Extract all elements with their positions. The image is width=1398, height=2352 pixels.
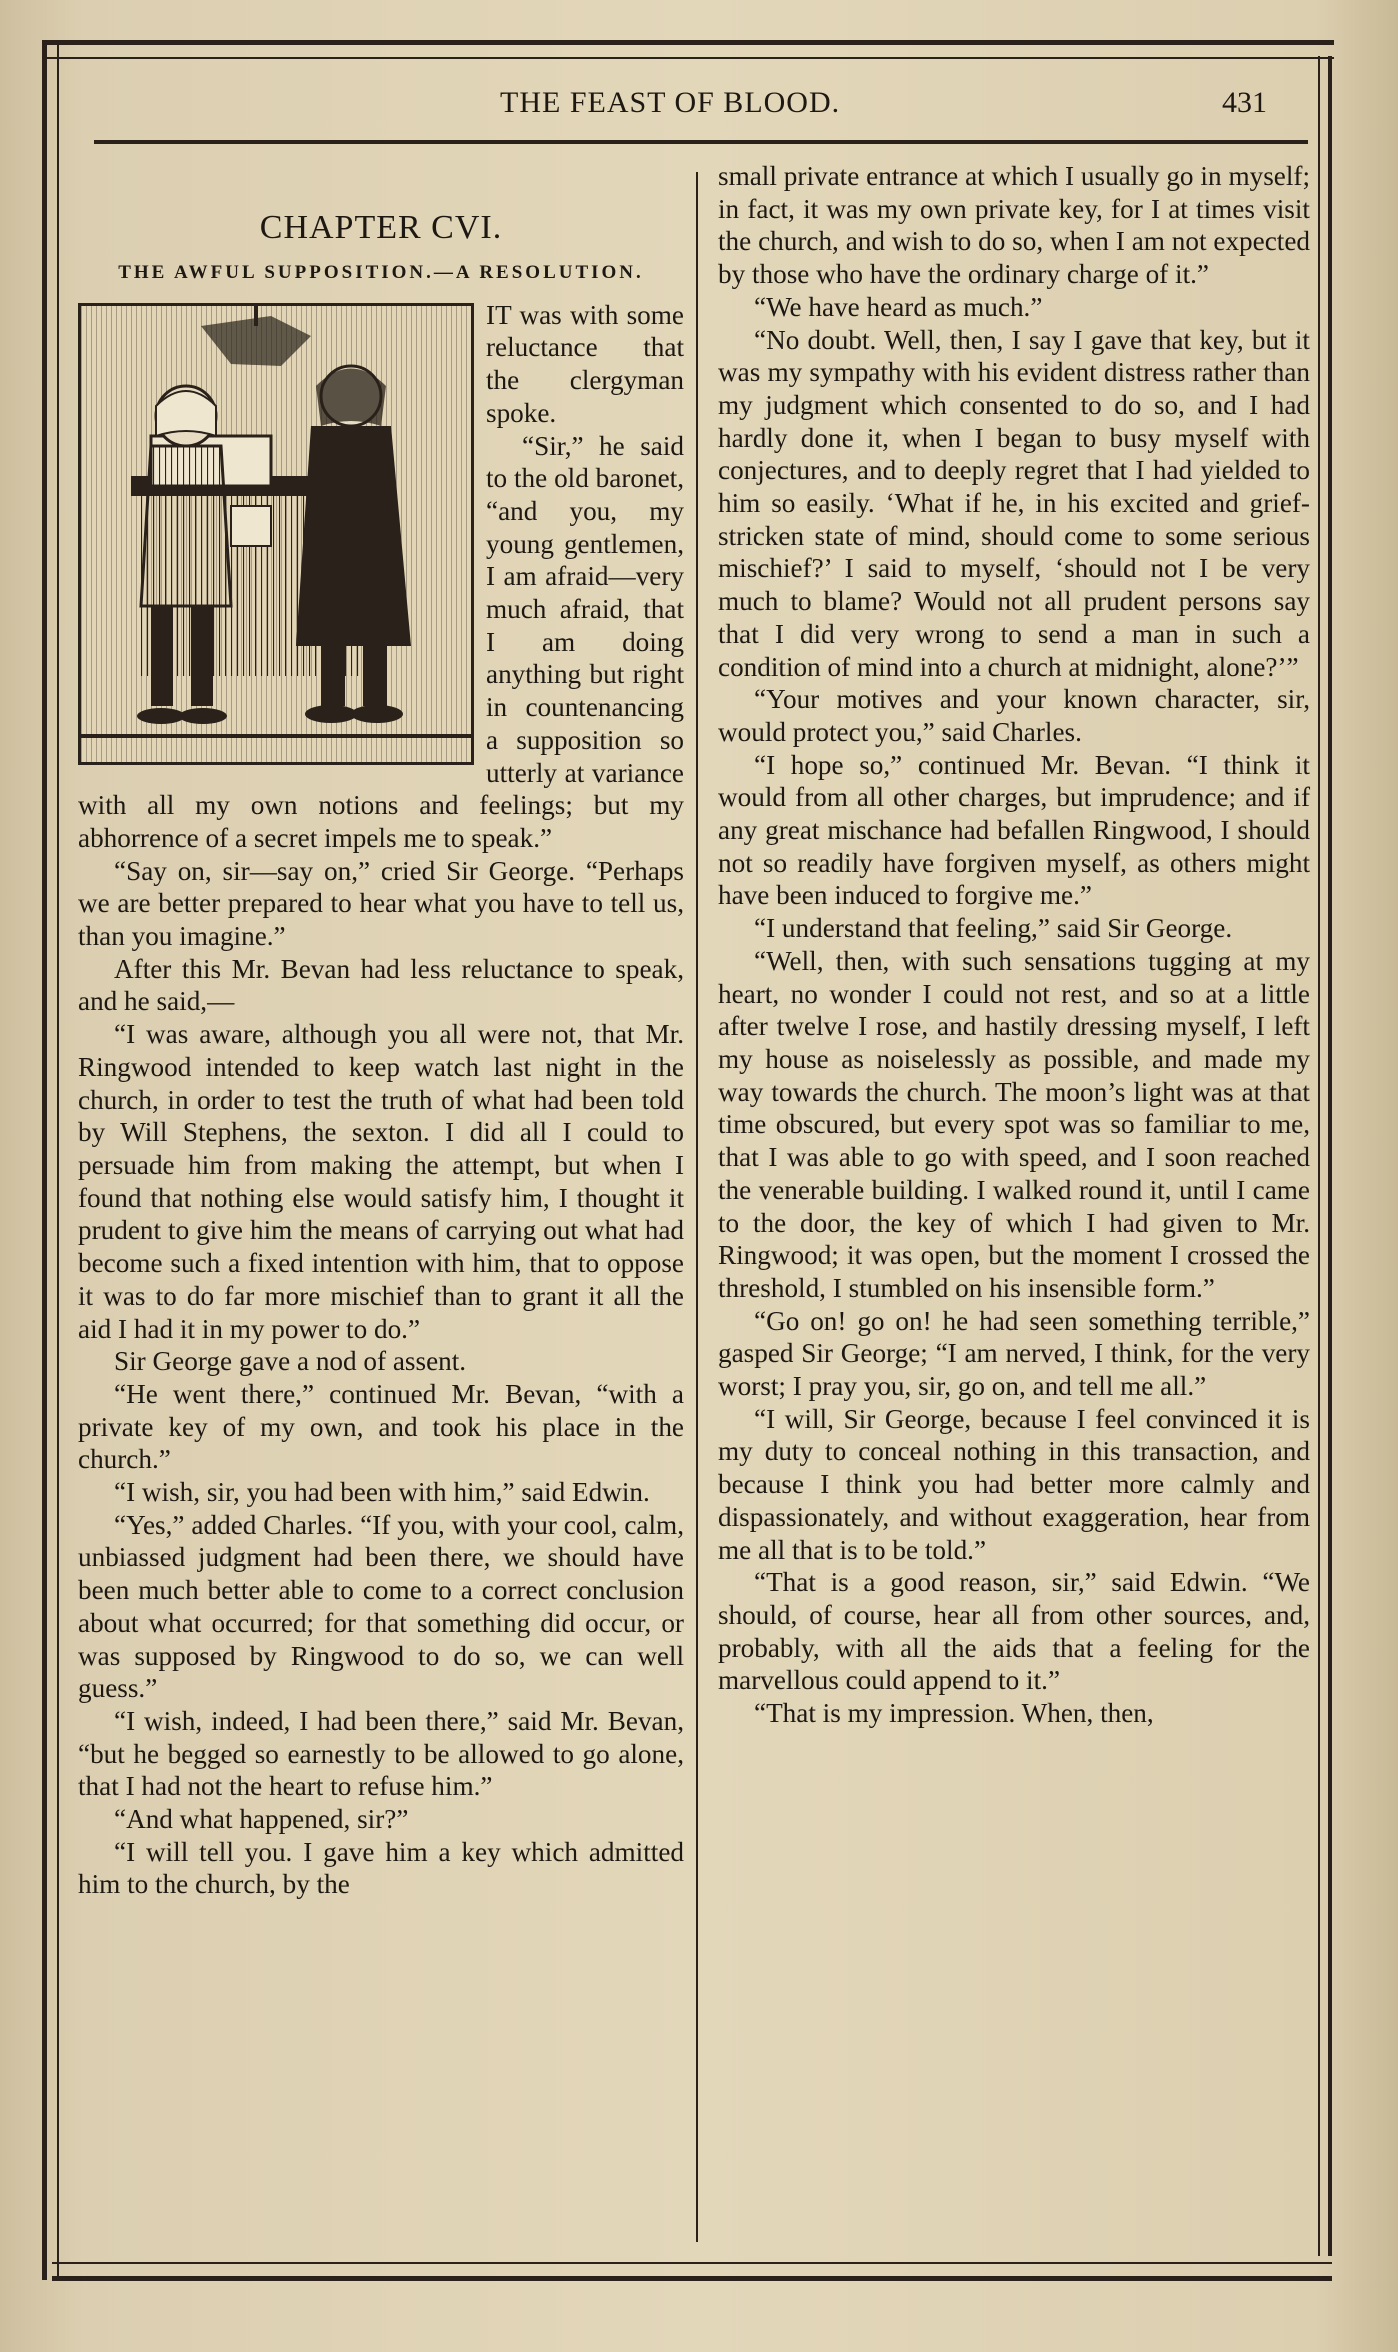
paragraph: small private entrance at which I usually go in myself; in fact, it was my own private key, for I at times visit the church, and wish to do so, when I am not expected by those who have the ordinary charge of it.” [718, 161, 1310, 290]
paragraph: “I was aware, although you all were not, that Mr. Ringwood intended to keep watch last night in the church, in order to test the truth of what had been told by Will Stephens, the sexton. I did all I could to persuade him from making the attempt, but when I found that nothing else would satisfy him, I thought it prudent to give him the means of carrying out what had become such a fixed intention with him, that to oppose it was to do far more mischief than to grant it all the aid I had it in my power to do.” [78, 1019, 684, 1344]
paragraph: “We have heard as much.” [754, 291, 1043, 322]
paragraph: “I wish, sir, you had been with him,” said Edwin. [114, 1477, 650, 1508]
woodcut-illustration [78, 303, 474, 765]
paragraph: Sir George gave a nod of assent. [114, 1346, 467, 1377]
page-border-top [42, 40, 1334, 59]
paragraph: “No doubt. Well, then, I say I gave that key, but it was my sympathy with his evident distress rather than my judgment which consented to do so, and I had hardly done it, when I began to busy myself with conjectures, and to deeply regret that I had yielded to him so easily. ‘What if he, in his excited and grief-stricken state of mind, should come to some serious mischief?’ I said to myself, ‘should not I be very much to blame? Would not all prudent persons say that I did very wrong to send a man in such a condition of mind into a church at midnight, alone?’” [718, 324, 1310, 682]
chapter-subtitle: THE AWFUL SUPPOSITION.—A RESOLUTION. [118, 261, 644, 283]
paragraph: “I wish, indeed, I had been there,” said Mr. Bevan, “but he begged so earnestly to be allowed to go alone, that I had not the heart to refuse him.” [78, 1705, 684, 1802]
paragraph: “Say on, sir—say on,” cried Sir George. “Perhaps we are better prepared to hear what you have to tell us, than you imagine.” [78, 855, 684, 952]
paragraph: “I will tell you. I gave him a key which admitted him to the church, by the [78, 1836, 684, 1900]
page-border-right [1318, 56, 1332, 2256]
page-number: 431 [1222, 86, 1267, 119]
paragraph: “I understand that feeling,” said Sir George. [754, 913, 1233, 944]
paragraph: “Sir,” he said to the old baronet, “and you, my young gentlemen, I am afraid—very much afraid, that I am doing anything but right in countenancing a supposition so utterly at variance with all my own notions and feelings; but my abhorrence of a secret impels me to speak.” [78, 430, 684, 853]
left-column [78, 160, 684, 1901]
header-rule [94, 140, 1308, 144]
right-column [718, 160, 1310, 1730]
drop-cap: I [486, 299, 496, 330]
paragraph: IT was with some reluctance that the clergyman spoke. [486, 299, 684, 428]
running-title: THE FEAST OF BLOOD. [500, 86, 841, 119]
woodcut-drawing [81, 306, 471, 762]
paragraph: “Well, then, with such sensations tugging at my heart, no wonder I could not rest, and so at a little after twelve I rose, and hastily dressing myself, I left my house as noiselessly as possible, and made my way towards the church. The moon’s light was at that time obscured, but every spot was so familiar to me, that I was able to go with speed, and I soon reached the venerable building. I walked round it, until I came to the door, the key of which I had given to Mr. Ringwood; it was open, but the moment I crossed the threshold, I stumbled on his insensible form.” [718, 945, 1310, 1303]
paragraph: “He went there,” continued Mr. Bevan, “with a private key of my own, and took his place in the church.” [78, 1378, 684, 1475]
paragraph: “And what happened, sir?” [114, 1804, 409, 1835]
paragraph: “That is my impression. When, then, [754, 1698, 1154, 1729]
chapter-title: CHAPTER CVI. [259, 209, 503, 246]
page-border-bottom [52, 2262, 1332, 2281]
paragraph: “I will, Sir George, because I feel convinced it is my duty to conceal nothing in this transaction, and because I think you had better more calmly and dispassionately, and without exaggeration, hear from me all that is to be told.” [718, 1403, 1310, 1565]
paragraph: “That is a good reason, sir,” said Edwin. “We should, of course, hear all from other sources, and, probably, with all the aids that a feeling for the marvellous could append to it.” [718, 1567, 1310, 1696]
paragraph: “I hope so,” continued Mr. Bevan. “I think it would from all other charges, but imprudence; and if any great mischance had befallen Ringwood, I should not so readily have forgiven myself, as others might have been induced to forgive me.” [718, 749, 1310, 911]
page-border-left [42, 40, 59, 2280]
paragraph: After this Mr. Bevan had less reluctance to speak, and he said,— [78, 953, 684, 1017]
paragraph: “Go on! go on! he had seen something terrible,” gasped Sir George; “I am nerved, I think, for the very worst; I pray you, sir, go on, and tell me all.” [718, 1305, 1310, 1402]
paragraph: “Yes,” added Charles. “If you, with your cool, calm, unbiassed judgment had been there, we should have been much better able to come to a correct conclusion about what occurred; for that something did occur, or was supposed by Ringwood to do so, we can well guess.” [78, 1509, 684, 1704]
paragraph: “Your motives and your known character, sir, would protect you,” said Charles. [718, 684, 1310, 747]
column-divider [696, 172, 698, 2242]
